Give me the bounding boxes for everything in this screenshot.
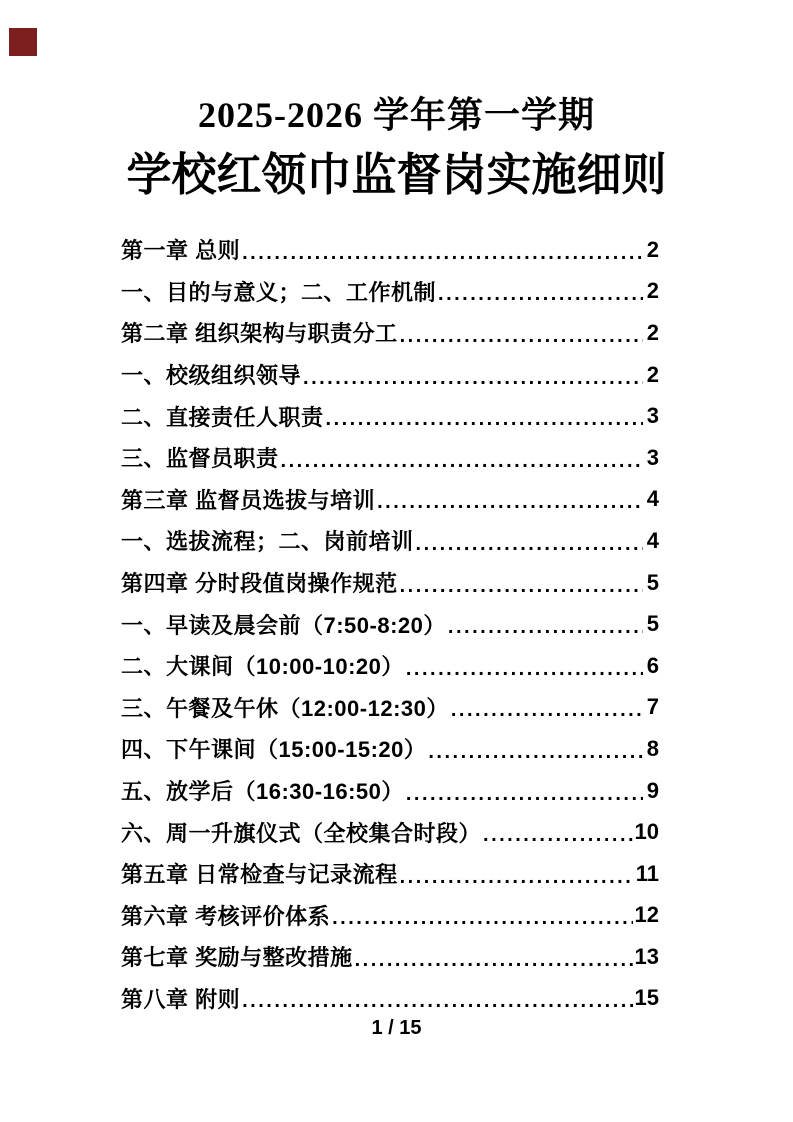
toc-entry[interactable] (121, 271, 659, 313)
toc-entry-label: 第一章 总则 (121, 238, 241, 264)
page-title: 学校红领巾监督岗实施细则 (126, 150, 667, 200)
dot-leader (400, 569, 643, 597)
dot-leader (451, 693, 643, 721)
toc-entry[interactable] (121, 479, 659, 521)
toc-entry-page: 2 (646, 319, 659, 345)
toc-entry-label: 一、校级组织领导 (121, 363, 302, 389)
dot-leader (400, 319, 643, 347)
dot-leader (242, 236, 643, 264)
toc-entry[interactable] (121, 312, 659, 354)
toc-entry-label: 第二章 组织架构与职责分工 (121, 321, 398, 347)
toc-entry[interactable] (121, 770, 659, 812)
toc-entry-label: 三、午餐及午休（12:00-12:30） (121, 695, 449, 721)
toc-entry[interactable] (121, 520, 659, 562)
toc-entry-label: 一、选拔流程；二、岗前培训 (121, 529, 414, 555)
toc-entry-label: 二、大课间（10:00-10:20） (121, 654, 404, 680)
dot-leader (303, 361, 643, 389)
toc-entry-page: 11 (635, 860, 659, 886)
toc-entry-label: 第八章 附则 (121, 986, 241, 1012)
corner-marker (9, 28, 37, 56)
dot-leader (332, 901, 632, 929)
toc-entry[interactable] (121, 936, 659, 978)
toc-entry-page: 13 (634, 943, 659, 969)
dot-leader (406, 777, 643, 805)
toc-entry-page: 4 (646, 486, 659, 512)
toc-entry-page: 3 (646, 444, 659, 470)
toc-entry[interactable] (121, 603, 659, 645)
toc-entry-page: 7 (646, 694, 659, 720)
page-number-indicator: 1 / 15 (371, 1017, 422, 1039)
toc-entry[interactable] (121, 687, 659, 729)
dot-leader (483, 818, 633, 846)
toc-entry-label: 第五章 日常检查与记录流程 (121, 862, 398, 888)
toc-entry[interactable] (121, 437, 659, 479)
dot-leader (355, 943, 633, 971)
toc-entry-label: 第六章 考核评价体系 (121, 903, 331, 929)
dot-leader (448, 610, 643, 638)
toc-entry-page: 5 (646, 569, 659, 595)
toc-entry-page: 15 (634, 985, 659, 1011)
toc-entry-label: 三、监督员职责 (121, 446, 279, 472)
toc (121, 229, 659, 1019)
toc-entry[interactable] (121, 395, 659, 437)
dot-leader (406, 652, 643, 680)
dot-leader (416, 527, 643, 555)
toc-entry-page: 3 (646, 403, 659, 429)
dot-leader (428, 735, 643, 763)
toc-entry-page: 10 (634, 819, 659, 845)
toc-entry-page: 5 (646, 611, 659, 637)
toc-entry[interactable] (121, 811, 659, 853)
toc-entry-page: 4 (646, 527, 659, 553)
toc-entry-label: 第七章 奖励与整改措施 (121, 945, 353, 971)
dot-leader (438, 277, 643, 305)
toc-entry[interactable] (121, 354, 659, 396)
dot-leader (400, 860, 634, 888)
toc-entry[interactable] (121, 853, 659, 895)
toc-entry-label: 第三章 监督员选拔与培训 (121, 487, 376, 513)
toc-entry-page: 2 (646, 278, 659, 304)
toc-entry-label: 一、目的与意义；二、工作机制 (121, 279, 437, 305)
toc-entry-page: 12 (634, 902, 659, 928)
toc-entry-label: 六、周一升旗仪式（全校集合时段） (121, 820, 482, 846)
toc-entry-page: 9 (646, 777, 659, 803)
toc-entry[interactable] (121, 978, 659, 1020)
toc-entry-page: 8 (646, 735, 659, 761)
toc-entry-page: 2 (646, 236, 659, 262)
toc-entry-label: 五、放学后（16:30-16:50） (121, 779, 404, 805)
toc-entry[interactable] (121, 562, 659, 604)
toc-entry-page: 6 (646, 652, 659, 678)
toc-entry-label: 一、早读及晨会前（7:50-8:20） (121, 612, 446, 638)
toc-entry[interactable] (121, 229, 659, 271)
toc-entry-label: 第四章 分时段值岗操作规范 (121, 571, 398, 597)
toc-entry-label: 二、直接责任人职责 (121, 404, 324, 430)
toc-entry[interactable] (121, 895, 659, 937)
toc-entry[interactable] (121, 645, 659, 687)
toc-entry-page: 2 (646, 361, 659, 387)
dot-leader (377, 485, 643, 513)
toc-entry-label: 四、下午课间（15:00-15:20） (121, 737, 427, 763)
dot-leader (326, 402, 643, 430)
dot-leader (281, 444, 643, 472)
toc-entry[interactable] (121, 728, 659, 770)
doc-subtitle: 2025-2026 学年第一学期 (198, 95, 595, 135)
dot-leader (242, 984, 632, 1012)
